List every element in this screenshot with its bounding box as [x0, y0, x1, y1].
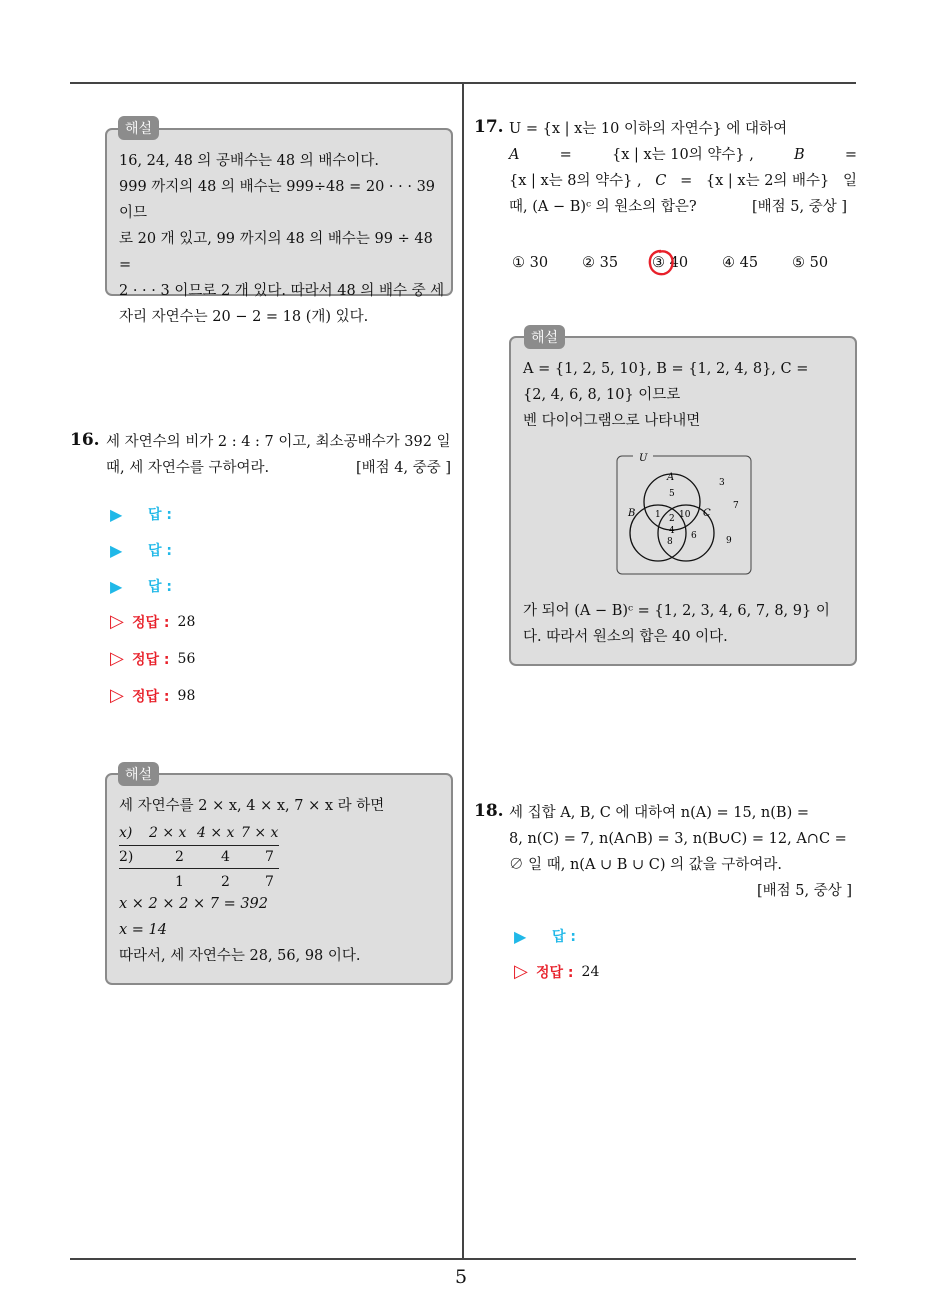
q17-token: = [844, 147, 857, 163]
q18-text-line2: 8, n(C) = 7, n(A∩B) = 3, n(B∪C) = 12, A∩C = [509, 831, 847, 847]
sol17-line2: {2, 4, 6, 8, 10} 이므로 [523, 387, 681, 403]
venn-diagram [615, 450, 753, 576]
q18-score: [배점 5, 중상 ] [757, 883, 853, 899]
play-triangle-icon: ▶ [110, 576, 123, 596]
div-cell: 7 [265, 849, 274, 865]
solution-value: 98 [177, 687, 196, 704]
choice-1[interactable]: ① 30 [512, 255, 549, 271]
sol15-line: 16, 24, 48 의 공배수는 48 의 배수이다. [119, 153, 379, 169]
answer-label: 답 : [552, 929, 576, 945]
choice-4[interactable]: ④ 45 [722, 255, 759, 271]
solution-row [110, 611, 195, 632]
venn-number: 6 [691, 531, 697, 541]
solution-box-16 [105, 773, 453, 985]
q16-text-line2: 때, 세 자연수를 구하여라. [106, 460, 270, 476]
sol17-line4: 가 되어 (A − B)ᶜ = {1, 2, 3, 4, 6, 7, 8, 9} 이 [523, 603, 830, 619]
answer-row[interactable] [514, 926, 576, 946]
q18-text-line3: ∅ 일 때, n(A ∪ B ∪ C) 의 값을 구하여라. [509, 857, 783, 873]
q17-text-line2 [509, 142, 857, 168]
sol15-line: 자리 자연수는 20 − 2 = 18 (개) 있다. [119, 309, 369, 325]
solution-value: 24 [581, 963, 600, 980]
open-triangle-icon: ▷ [110, 611, 124, 632]
answer-row[interactable] [110, 504, 172, 524]
venn-label-U: U [639, 453, 648, 464]
open-triangle-icon: ▷ [110, 648, 124, 669]
sol17-line3: 벤 다이어그램으로 나타내면 [523, 413, 701, 429]
venn-number: 10 [679, 510, 691, 520]
q17-token: = [680, 173, 693, 189]
sol16-line2: x × 2 × 2 × 7 = 392 [119, 896, 269, 912]
question-number-17: 17. [474, 117, 504, 137]
div-cell: 2 [221, 874, 230, 890]
answer-label: 답 : [148, 579, 172, 595]
div-cell: 4 × x [197, 825, 235, 841]
solution-value: 28 [177, 613, 196, 630]
q17-token: 일 [842, 173, 857, 189]
q17-token: = [559, 147, 572, 163]
solution-row [110, 685, 195, 706]
solution-label: 정답 : [132, 651, 170, 668]
sol17-line1: A = {1, 2, 5, 10}, B = {1, 2, 4, 8}, C = [523, 361, 809, 377]
venn-number: 2 [669, 514, 675, 524]
venn-label-B: B [628, 508, 636, 519]
sol16-line1: 세 자연수를 2 × x, 4 × x, 7 × x 라 하면 [119, 798, 385, 814]
q17-token: B [793, 147, 805, 163]
page-number: 5 [455, 1266, 468, 1288]
div-cell: 4 [221, 849, 230, 865]
venn-label-C: C [703, 508, 711, 519]
solution-row [110, 648, 195, 669]
sol15-line: 999 까지의 48 의 배수는 999÷48 = 20 · · · 39 이므 [119, 179, 436, 221]
q16-text-line1: 세 자연수의 비가 2 : 4 : 7 이고, 최소공배수가 392 일 [106, 434, 451, 450]
choice-3[interactable]: ③ 40 [652, 255, 689, 271]
solution-label: 정답 : [132, 688, 170, 705]
selected-choice-circle-icon [646, 248, 676, 278]
sol16-line4: 따라서, 세 자연수는 28, 56, 98 이다. [119, 948, 361, 964]
q17-text-line1: U = {x | x는 10 이하의 자연수} 에 대하여 [509, 121, 788, 137]
q17-text-line3 [509, 168, 857, 194]
venn-number: 5 [669, 489, 675, 499]
venn-number: 7 [733, 501, 739, 511]
q18-text-line1: 세 집합 A, B, C 에 대하여 n(A) = 15, n(B) = [509, 805, 809, 821]
bottom-rule [70, 1258, 856, 1260]
answer-row[interactable] [110, 576, 172, 596]
div-cell: 1 [175, 874, 184, 890]
q17-token: {x | x는 8의 약수} , [509, 173, 642, 189]
div-cell: x) [119, 825, 133, 841]
answer-label: 답 : [148, 507, 172, 523]
solution-tag: 해설 [118, 116, 159, 140]
venn-number: 1 [655, 510, 661, 520]
q17-token: {x | x는 2의 배수} [705, 173, 830, 189]
q17-token: {x | x는 10의 약수} , [611, 147, 754, 163]
div-cell: 2) [119, 849, 134, 865]
play-triangle-icon: ▶ [514, 926, 527, 946]
choice-5[interactable]: ⑤ 50 [792, 255, 829, 271]
sol15-line: 2 · · · 3 이므로 2 개 있다. 따라서 48 의 배수 중 세 [119, 283, 445, 299]
question-number-16: 16. [70, 430, 100, 450]
solution-tag: 해설 [118, 762, 159, 786]
question-number-18: 18. [474, 801, 504, 821]
solution-tag: 해설 [524, 325, 565, 349]
solution-value: 56 [177, 650, 196, 667]
answer-row[interactable] [110, 540, 172, 560]
sol17-line5: 다. 따라서 원소의 합은 40 이다. [523, 629, 728, 645]
q17-text-line4: 때, (A − B)ᶜ 의 원소의 합은? [509, 199, 697, 215]
column-divider [462, 84, 464, 1260]
div-cell: 7 [265, 874, 274, 890]
venn-label-A: A [667, 472, 675, 483]
venn-number: 4 [669, 526, 675, 536]
q17-score: [배점 5, 중상 ] [752, 199, 848, 215]
div-cell: 2 × x [149, 825, 187, 841]
q16-score: [배점 4, 중중 ] [356, 460, 452, 476]
play-triangle-icon: ▶ [110, 504, 123, 524]
q17-token: A [509, 147, 520, 163]
solution-label: 정답 : [132, 614, 170, 631]
venn-number: 8 [667, 537, 673, 547]
venn-number: 9 [726, 536, 732, 546]
solution-row [514, 961, 599, 982]
open-triangle-icon: ▷ [110, 685, 124, 706]
play-triangle-icon: ▶ [110, 540, 123, 560]
solution-box-17 [509, 336, 857, 666]
venn-number: 3 [719, 478, 725, 488]
div-cell: 2 [175, 849, 184, 865]
sol15-line: 로 20 개 있고, 99 까지의 48 의 배수는 99 ÷ 48 = [119, 231, 433, 273]
q17-token: C [655, 173, 667, 189]
solution-box-15 [105, 128, 453, 325]
answer-label: 답 : [148, 543, 172, 559]
sol16-line3: x = 14 [119, 922, 167, 938]
choice-2[interactable]: ② 35 [582, 255, 619, 271]
solution-label: 정답 : [536, 964, 574, 981]
div-cell: 7 × x [241, 825, 279, 841]
open-triangle-icon: ▷ [514, 961, 528, 982]
division-table [119, 823, 279, 893]
